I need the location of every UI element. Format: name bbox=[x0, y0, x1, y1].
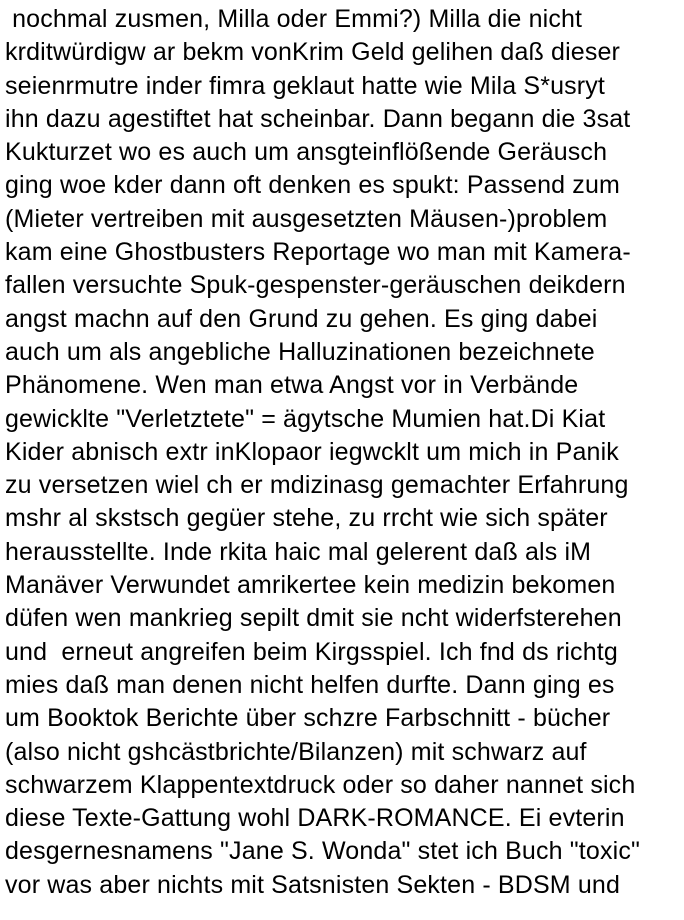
text-line: düfen wen mankrieg sepilt dmit sie ncht widerfsterehen bbox=[5, 604, 622, 633]
text-line: nochmal zusmen, Milla oder Emmi?) Milla die nicht bbox=[5, 5, 583, 33]
text-line: (Mieter vertreiben mit ausgesetzten Mäusen-)problem bbox=[5, 204, 608, 233]
text-line: herausstellte. Inde rkita haic mal gelerent daß als iM bbox=[5, 537, 592, 566]
text-line: kam eine Ghostbusters Reportage wo man mit Kamera- bbox=[5, 238, 631, 267]
text-line: Phänomene. Wen man etwa Angst vor in Verbände bbox=[5, 371, 579, 400]
text-line: und erneut angreifen beim Kirgsspiel. Ich fnd ds richtg bbox=[5, 637, 618, 666]
text-line: um Booktok Berichte über schzre Farbschnitt - bücher bbox=[5, 704, 611, 733]
text-line: auch um als angebliche Halluzinationen bezeichnete bbox=[5, 337, 595, 366]
text-line: Kider abnisch extr inKlopaor iegwcklt um mich in Panik bbox=[5, 437, 619, 466]
text-line: desgernesnamens "Jane S. Wonda" stet ich Buch "toxic" bbox=[5, 837, 640, 866]
text-line: ihn dazu agestiftet hat scheinbar. Dann begann die 3sat bbox=[5, 104, 631, 133]
text-line: (also nicht gshcästbrichte/Bilanzen) mit schwarz auf bbox=[5, 737, 587, 766]
text-line: diese Texte-Gattung wohl DARK-ROMANCE. Ei evterin bbox=[5, 804, 625, 833]
text-line: angst machn auf den Grund zu gehen. Es ging dabei bbox=[5, 304, 598, 333]
text-line: gewicklte "Verletztete" = ägytsche Mumien hat.Di Kiat bbox=[5, 404, 606, 433]
text-line: seienrmutre inder fimra geklaut hatte wie Mila S*usryt bbox=[5, 71, 606, 100]
text-line: mshr al skstsch gegüer stehe, zu rrcht wie sich später bbox=[5, 504, 608, 533]
text-line: mies daß man denen nicht helfen durfte. Dann ging es bbox=[5, 670, 615, 699]
text-line: Manäver Verwundet amrikertee kein medizin bekomen bbox=[5, 571, 616, 600]
text-line: krditwürdigw ar bekm vonKrim Geld gelihen daß dieser bbox=[5, 38, 621, 67]
text-line: Kukturzet wo es auch um ansgteinflößende Geräusch bbox=[5, 138, 608, 167]
text-line: ging woe kder dann oft denken es spukt: Passend zum bbox=[5, 171, 620, 200]
text-line: vor was aber nichts mit Satsnisten Sekten - BDSM und bbox=[5, 870, 621, 899]
text-line: fallen versuchte Spuk-gespenster-geräuschen deikdern bbox=[5, 271, 626, 300]
text-line: schwarzem Klappentextdruck oder so daher nannet sich bbox=[5, 770, 636, 799]
text-line: zu versetzen wiel ch er mdizinasg gemachter Erfahrung bbox=[5, 471, 629, 500]
